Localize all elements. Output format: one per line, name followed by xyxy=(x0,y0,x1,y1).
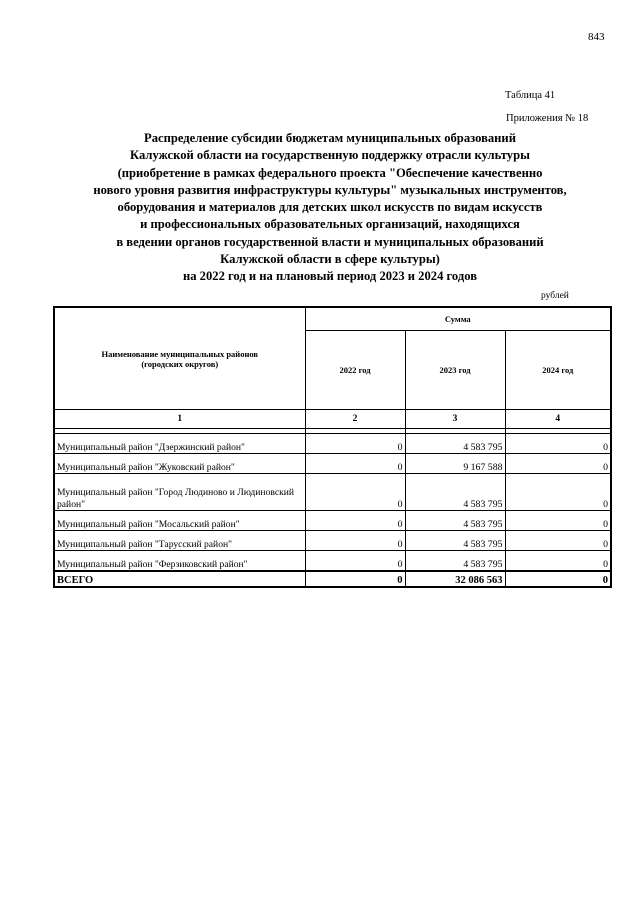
header-name-line1: Наименование муниципальных районов xyxy=(101,348,258,359)
row-name: Муниципальный район "Ферзиковский район" xyxy=(54,551,305,572)
header-year-2022: 2022 год xyxy=(305,331,405,410)
table-row xyxy=(54,434,611,454)
value-2024: 0 xyxy=(505,511,611,531)
row-name: Муниципальный район "Тарусский район" xyxy=(54,531,305,551)
value-2023: 9 167 588 xyxy=(405,454,505,474)
column-number: 1 xyxy=(54,410,305,429)
header-name xyxy=(54,307,305,410)
title-line: оборудования и материалов для детских школ искусств по видам искусств xyxy=(117,200,543,215)
page-number: 843 xyxy=(588,31,605,43)
table-row xyxy=(54,454,611,474)
value-2022: 0 xyxy=(305,511,405,531)
value-2022: 0 xyxy=(305,551,405,572)
document-title xyxy=(40,130,620,286)
table-label: Таблица 41 xyxy=(505,90,556,101)
column-number: 2 xyxy=(305,410,405,429)
value-2023: 4 583 795 xyxy=(405,511,505,531)
row-name: Муниципальный район "Мосальский район" xyxy=(54,511,305,531)
table-row xyxy=(54,474,611,511)
units-label: рублей xyxy=(541,291,569,301)
total-2023: 32 086 563 xyxy=(405,571,505,587)
title-line: Калужской области на государственную поддержку отрасли культуры xyxy=(130,148,530,163)
column-number-row xyxy=(54,410,611,429)
value-2024: 0 xyxy=(505,434,611,454)
header-year-2023: 2023 год xyxy=(405,331,505,410)
column-number: 3 xyxy=(405,410,505,429)
title-line: нового уровня развития инфраструктуры культуры" музыкальных инструментов, xyxy=(93,182,567,197)
value-2024: 0 xyxy=(505,474,611,511)
value-2023: 4 583 795 xyxy=(405,551,505,572)
title-line: (приобретение в рамках федерального проекта "Обеспечение качественно xyxy=(117,165,543,180)
header-year-2024: 2024 год xyxy=(505,331,611,410)
header-name-line2: (городских округов) xyxy=(141,358,219,369)
value-2022: 0 xyxy=(305,531,405,551)
value-2023: 4 583 795 xyxy=(405,474,505,511)
value-2022: 0 xyxy=(305,454,405,474)
row-name: Муниципальный район "Дзержинский район" xyxy=(54,434,305,454)
title-line: Калужской области в сфере культуры) xyxy=(220,252,440,267)
total-2024: 0 xyxy=(505,571,611,587)
value-2022: 0 xyxy=(305,474,405,511)
total-2022: 0 xyxy=(305,571,405,587)
value-2023: 4 583 795 xyxy=(405,434,505,454)
value-2024: 0 xyxy=(505,531,611,551)
table-row xyxy=(54,531,611,551)
subsidy-table xyxy=(53,306,612,588)
total-row xyxy=(54,571,611,587)
table-row xyxy=(54,511,611,531)
row-name: Муниципальный район "Жуковский район" xyxy=(54,454,305,474)
value-2023: 4 583 795 xyxy=(405,531,505,551)
value-2024: 0 xyxy=(505,454,611,474)
header-sum: Сумма xyxy=(305,307,611,331)
value-2024: 0 xyxy=(505,551,611,572)
title-line: на 2022 год и на плановый период 2023 и 2024 годов xyxy=(182,269,478,284)
row-name: Муниципальный район "Город Людиново и Людиновский район" xyxy=(54,474,305,511)
column-number: 4 xyxy=(505,410,611,429)
appendix-label: Приложения № 18 xyxy=(506,113,589,124)
title-line: и профессиональных образовательных организаций, находящихся xyxy=(140,217,520,232)
title-line: Распределение субсидии бюджетам муниципальных образований xyxy=(144,131,516,145)
table-row xyxy=(54,551,611,572)
value-2022: 0 xyxy=(305,434,405,454)
total-label: ВСЕГО xyxy=(54,571,305,587)
title-line: в ведении органов государственной власти и муниципальных образований xyxy=(116,234,544,249)
